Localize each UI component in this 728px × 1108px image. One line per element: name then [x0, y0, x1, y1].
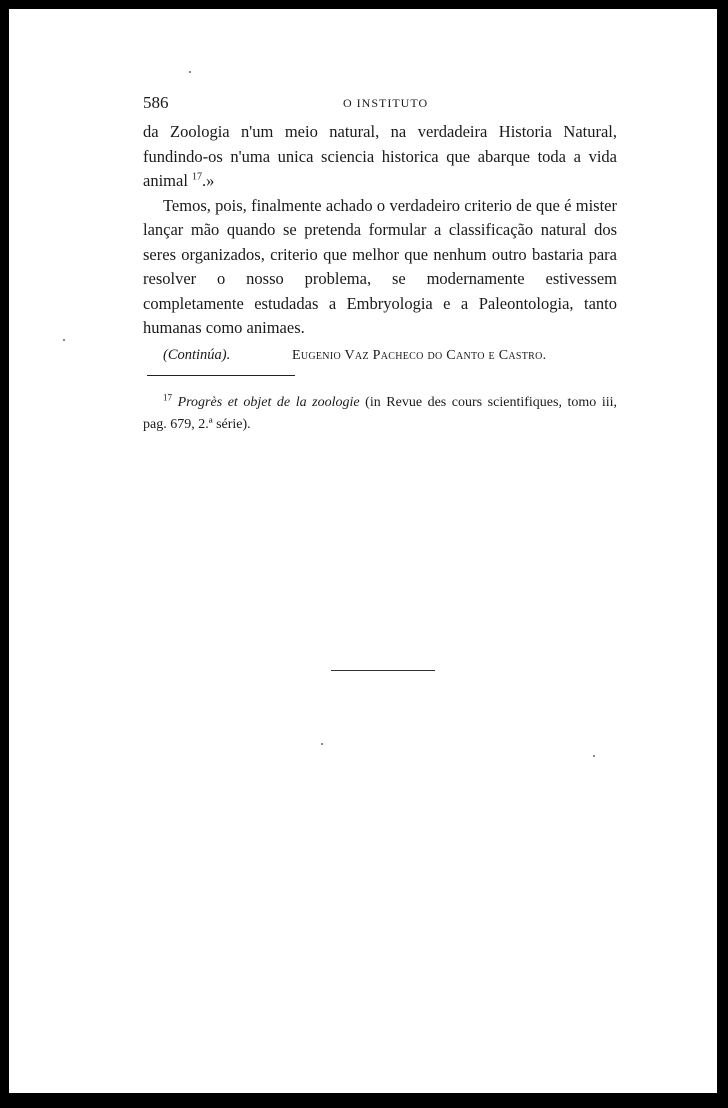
page-header — [143, 93, 623, 113]
footnote-text: (in Revue des cours scientifiques, tomo iii, pag. 679, 2.ª série). — [143, 395, 618, 432]
page-speck — [63, 339, 65, 341]
footnote — [143, 392, 617, 436]
author-name: Eugenio Vaz Pacheco do Canto e Castro. — [292, 347, 547, 363]
footnote-number: 17 — [163, 392, 172, 403]
page-number: 586 — [143, 93, 169, 112]
page-speck — [593, 755, 595, 757]
continua-note: (Continúa). — [163, 346, 231, 363]
paragraph-1 — [143, 120, 617, 194]
body-text — [143, 120, 617, 367]
section-end-rule — [331, 670, 435, 671]
footnote-title: Progrès et objet de la zoologie — [177, 395, 360, 410]
paragraph-1-end: .» — [202, 171, 215, 190]
paragraph-2: Temos, pois, finalmente achado o verdadeiro criterio de que é mister lançar mão quando se pretenda formular a classificação natural dos seres organizados, criterio que melhor que nenhum outro bastaria para resolver o nosso problema, se modernamente estivessem completamente estudadas a Embryologia e a Paleontologia, tanto humanas como animaes. — [143, 195, 617, 337]
paragraph-1-text: da Zoologia n'um meio natural, na verdadeira Historia Natural, fundindo-os n'uma unica sciencia historica que abarque toda a vida animal — [143, 122, 617, 190]
page-speck — [321, 743, 323, 745]
running-title: O INSTITUTO — [343, 96, 429, 110]
footnote-divider — [147, 375, 295, 376]
signature-line — [143, 343, 617, 367]
footnote-reference: 17 — [192, 171, 203, 183]
page-speck — [189, 71, 191, 73]
